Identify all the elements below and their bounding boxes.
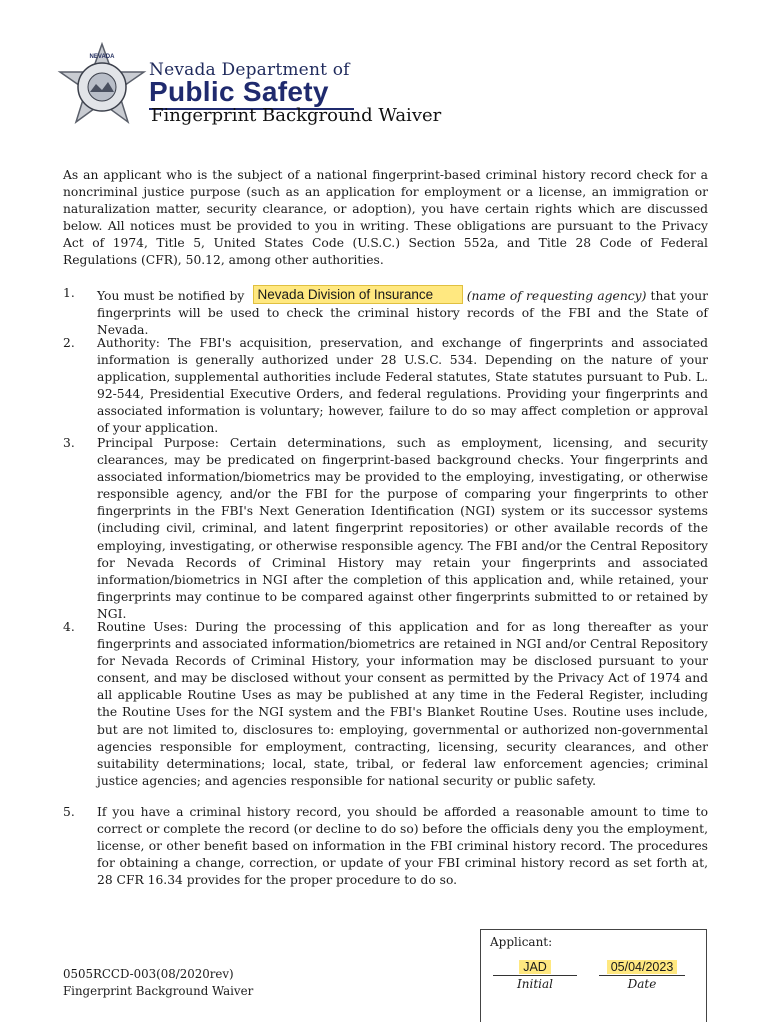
footer-form-name: Fingerprint Background Waiver: [63, 984, 254, 998]
item-text: Authority: The FBI's acquisition, preservation, and exchange of fingerprints and associated information is generally authorized under 28 U.S.C. 534. Depending on the nature of your application, supplemental authorities include Federal statutes, State statutes pursuant to Pub. L. 92-544, Presidential Executive Orders, and federal regulations. Providing your fingerprints and associated information is voluntary; however, failure to do so may affect completion or approval of your application.: [97, 336, 708, 436]
star-badge-icon: [52, 42, 152, 132]
list-item: [63, 619, 708, 790]
item-text-prefix: You must be notified by: [97, 289, 245, 303]
page-footer: [63, 966, 253, 1000]
intro-paragraph: As an applicant who is the subject of a national fingerprint-based criminal history record check for a noncriminal justice purpose (such as an application for employment or a license, an immigration or naturalization matter, security clearance, or adoption), you have certain rights which are discussed below. All notices must be provided to you in writing. These obligations are pursuant to the Privacy Act of 1974, Title 5, United States Code (U.S.C.) Section 552a, and Title 28 Code of Federal Regulations (CFR), 50.12, among other authorities.: [63, 168, 708, 268]
applicant-box: [480, 929, 707, 1022]
list-item: [63, 285, 708, 339]
initial-caption: Initial: [517, 977, 553, 991]
requesting-agency-field[interactable]: Nevada Division of Insurance: [253, 285, 463, 304]
date-field[interactable]: [599, 960, 685, 991]
item-text: Routine Uses: During the processing of this application and for as long thereafter as your fingerprints and associated information/biometrics are retained in NGI and/or Central Repository for Nevada Records of Criminal History, your information may be disclosed pursuant to your consent, and may be disclosed without your consent as permitted by the Privacy Act of 1974 and all applicable Routine Uses as may be published at any time in the Federal Register, including the Routine Uses for the NGI system and the FBI's Blanket Routine Uses. Routine uses include, but are not limited to, disclosures to: employing, governmental or authorized non-governmental agencies responsible for employment, contracting, licensing, security clearances, and other suitability determinations; local, state, tribal, or federal law enforcement agencies; criminal justice agencies; and agencies responsible for national security or public safety.: [97, 620, 708, 788]
form-title: Fingerprint Background Waiver: [151, 105, 442, 126]
date-line: [599, 975, 685, 976]
department-name: Nevada Department of: [149, 60, 350, 80]
list-item: [63, 435, 708, 623]
item-text: Principal Purpose: Certain determinations, such as employment, licensing, and security clearances, may be predicated on fingerprint-based background checks. Your fingerprints and associated information/biometrics may be provided to the employing, investigating, or otherwise responsible agency, and/or the FBI for the purpose of comparing your fingerprints to other fingerprints in the FBI's Next Generation Identification (NGI) system or its successor systems (including civil, criminal, and latent fingerprint repositories) or other available records of the employing, investigating, or otherwise responsible agency. The FBI and/or the Central Repository for Nevada Records of Criminal History may retain your fingerprints and associated information/biometrics in NGI after the completion of this application and, while retained, your fingerprints may continue to be compared against other fingerprints submitted to or retained by NGI.: [97, 436, 708, 621]
list-item: [63, 335, 708, 438]
applicant-label: Applicant:: [490, 935, 553, 949]
agency-name: Public Safety: [149, 76, 329, 107]
initial-value[interactable]: JAD: [519, 960, 551, 974]
item-text: If you have a criminal history record, you should be afforded a reasonable amount to time to correct or complete the record (or decline to do so) before the officials deny you the employment, license, or other benefit based on information in the FBI criminal history record. The procedures for obtaining a change, correction, or update of your FBI criminal history record as set forth at, 28 CFR 16.34 provides for the proper procedure to do so.: [97, 805, 708, 888]
date-caption: Date: [627, 977, 657, 991]
date-value[interactable]: 05/04/2023: [607, 960, 678, 974]
list-item: [63, 804, 708, 889]
field-caption: (name of requesting agency): [466, 289, 647, 303]
item-number: 4.: [63, 620, 75, 634]
item-text-suffix: that your fingerprints will be used to check the criminal history records of the FBI and the State of Nevada.: [97, 289, 708, 338]
badge-top-text: NEVADA: [89, 54, 115, 60]
initial-line: [493, 975, 577, 976]
form-number: 0505RCCD-003(08/2020rev): [63, 967, 234, 981]
item-number: 3.: [63, 436, 75, 450]
initial-field[interactable]: [493, 960, 577, 991]
item-number: 2.: [63, 336, 75, 350]
item-number: 1.: [63, 286, 75, 300]
letterhead: [52, 42, 512, 132]
item-number: 5.: [63, 805, 75, 819]
